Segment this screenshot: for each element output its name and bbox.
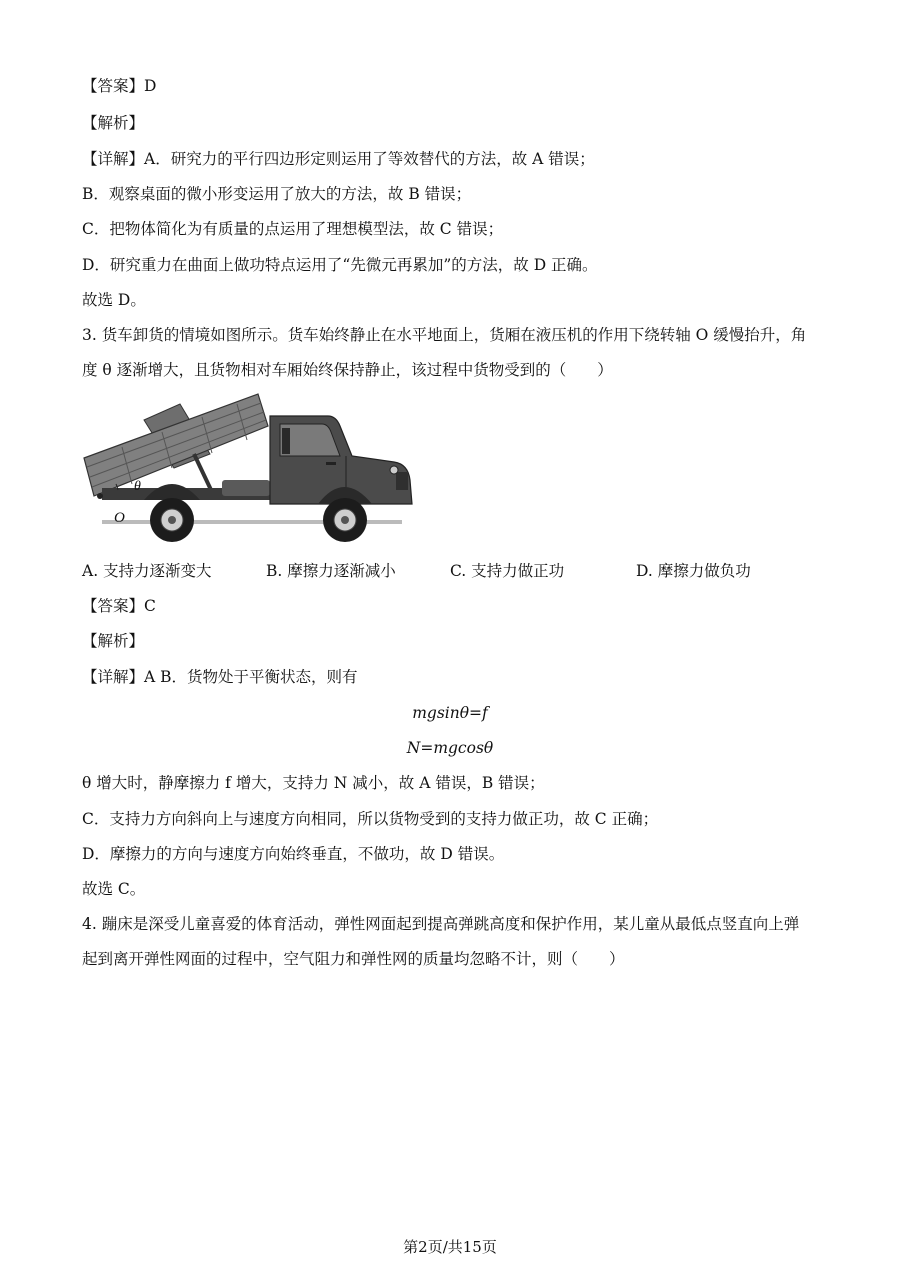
q3-stem-line2: 度 θ 逐渐增大，且货物相对车厢始终保持静止，该过程中货物受到的（ ） [82,361,613,379]
equation-normal-force: N=mgcosθ [406,739,494,757]
q4-stem-line1: 4. 蹦床是深受儿童喜爱的体育活动，弹性网面起到提高弹跳高度和保护作用，某儿童从最低点竖直向上弹 [82,915,800,933]
q4-stem-line2: 起到离开弹性网面的过程中，空气阻力和弹性网的质量均忽略不计，则（ ） [82,950,625,968]
q3-option-b: B. 摩擦力逐渐减小 [266,562,396,580]
q2-answer: 【答案】D [82,77,157,95]
q2-detail-c: C．把物体简化为有质量的点运用了理想模型法，故 C 错误； [82,220,504,238]
q2-detail-a: 【详解】A．研究力的平行四边形定则运用了等效替代的方法，故 A 错误； [82,150,595,168]
q2-detail-d: D．研究重力在曲面上做功特点运用了“先微元再累加”的方法，故 D 正确。 [82,256,598,274]
q3-explain-d: D．摩擦力的方向与速度方向始终垂直，不做功，故 D 错误。 [82,845,505,863]
q2-conclusion: 故选 D。 [82,291,146,309]
q3-explain-c: C．支持力方向斜向上与速度方向相同，所以货物受到的支持力做正功，故 C 正确； [82,810,659,828]
q3-analysis-label: 【解析】 [82,632,145,650]
dump-truck-figure [82,392,416,550]
page-number: 第2页/共15页 [403,1238,497,1256]
q3-option-c: C. 支持力做正功 [450,562,565,580]
q3-answer: 【答案】C [82,597,156,615]
q3-stem-line1: 3. 货车卸货的情境如图所示。货车始终静止在水平地面上，货厢在液压机的作用下绕转轴 O 缓慢抬升，角 [82,326,807,344]
equation-friction: mgsinθ=f [412,704,488,722]
q3-conclusion: 故选 C。 [82,880,146,898]
q3-explain-1: θ 增大时，静摩擦力 f 增大，支持力 N 减小，故 A 错误，B 错误； [82,774,545,792]
q2-detail-b: B．观察桌面的微小形变运用了放大的方法，故 B 错误； [82,185,472,203]
q3-option-a: A. 支持力逐渐变大 [82,562,212,580]
pivot-o-label: O [114,510,125,526]
q3-option-d: D. 摩擦力做负功 [636,562,751,580]
q3-detail-ab: 【详解】A B．货物处于平衡状态，则有 [82,668,358,686]
theta-label: θ [134,479,141,494]
q2-analysis-label: 【解析】 [82,114,145,132]
